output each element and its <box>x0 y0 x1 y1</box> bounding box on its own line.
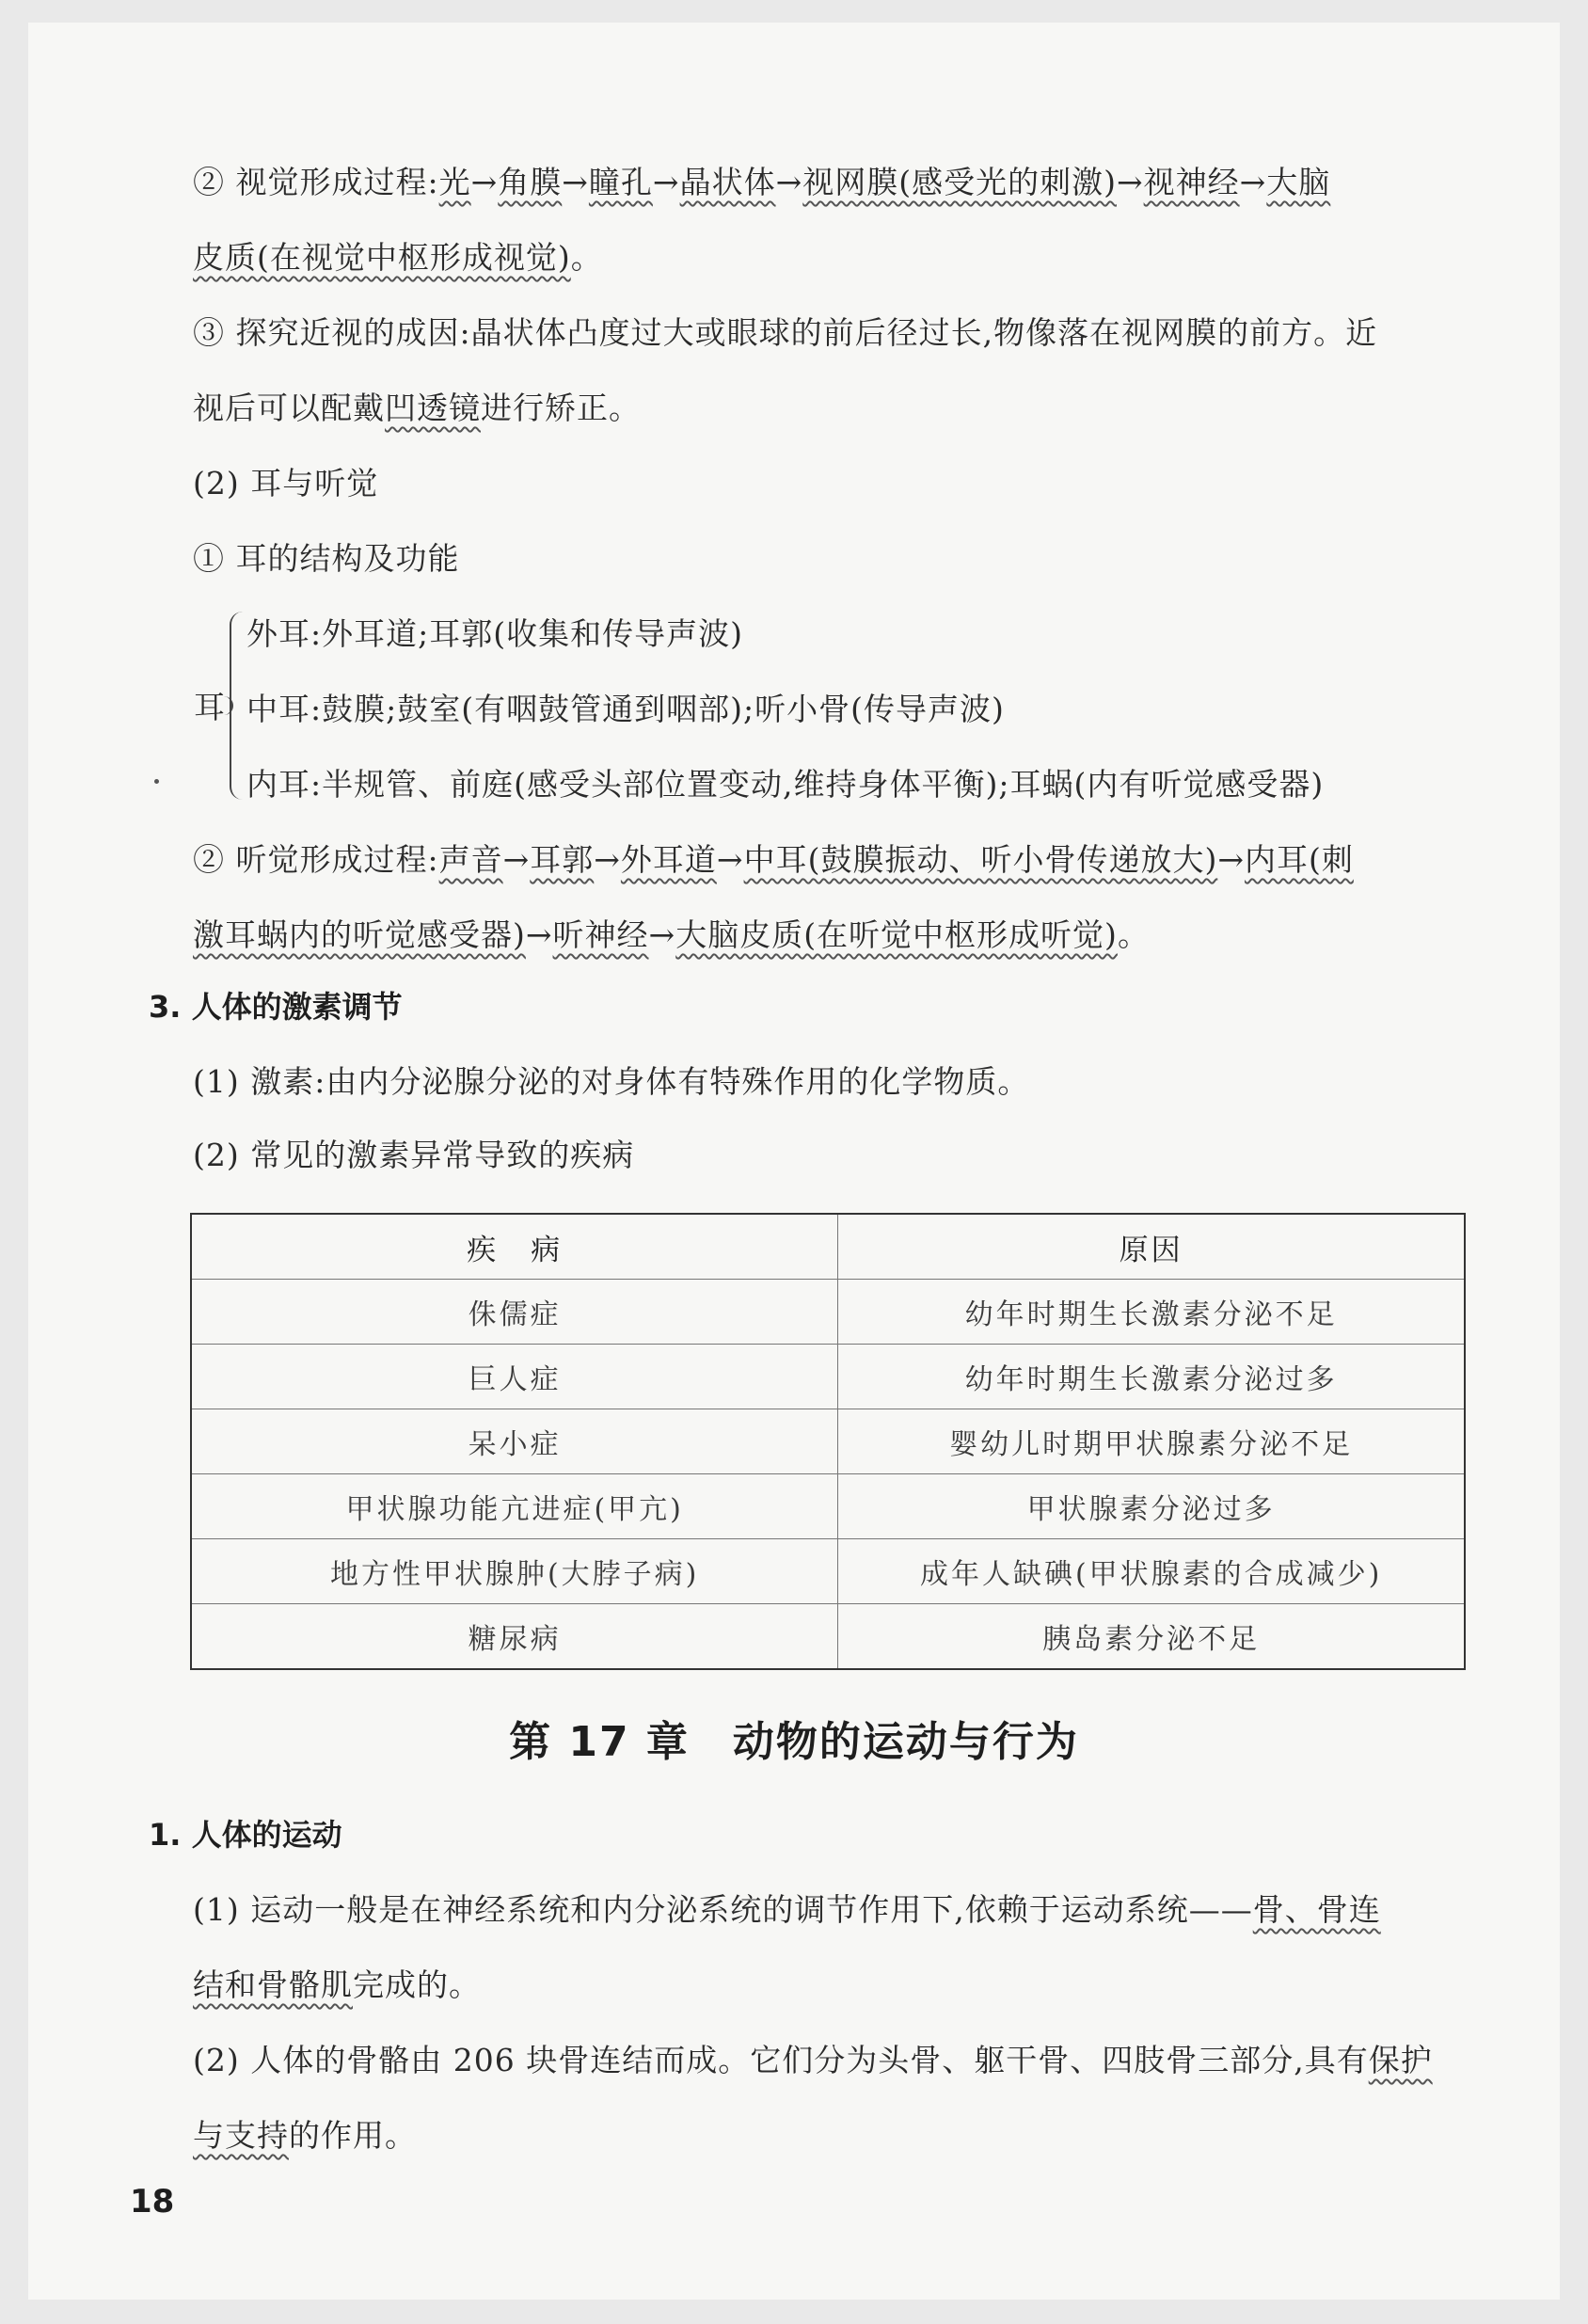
term-visual-cortex: 皮质(在视觉中枢形成视觉) <box>193 239 571 276</box>
cause-cell: 婴幼儿时期甲状腺素分泌不足 <box>838 1409 1465 1474</box>
period: 。 <box>1117 916 1150 953</box>
term-lens: 晶状体 <box>679 164 776 200</box>
page-number: 18 <box>130 2183 175 2221</box>
myopia-text: 视后可以配戴 <box>193 390 385 426</box>
arrow: → <box>502 841 531 878</box>
arrow: → <box>1116 164 1144 200</box>
hearing-process-line-2 <box>193 915 1150 956</box>
disease-cell: 巨人症 <box>191 1345 838 1409</box>
table-row <box>191 1280 1465 1345</box>
skeleton-line-2 <box>193 2115 417 2157</box>
stray-dot <box>154 779 159 784</box>
term-inner-ear: 内耳(刺 <box>1244 841 1354 878</box>
disease-cell: 呆小症 <box>191 1409 838 1474</box>
cause-cell: 幼年时期生长激素分泌过多 <box>838 1345 1465 1409</box>
disease-cell: 甲状腺功能亢进症(甲亢) <box>191 1474 838 1539</box>
term-protect: 保护 <box>1368 2042 1433 2078</box>
section-heading-hormones: 3. 人体的激素调节 <box>149 989 403 1025</box>
term-support: 与支持 <box>193 2117 289 2154</box>
cause-cell: 成年人缺碘(甲状腺素的合成减少) <box>838 1539 1465 1604</box>
myopia-line-1: ③ 探究近视的成因:晶状体凸度过大或眼球的前后径过长,物像落在视网膜的前方。近 <box>193 314 1378 351</box>
cause-cell: 幼年时期生长激素分泌不足 <box>838 1280 1465 1345</box>
arrow: → <box>525 916 553 953</box>
middle-ear-line: 中耳:鼓膜;鼓室(有咽鼓管通到咽部);听小骨(传导声波) <box>246 691 1005 727</box>
table-row <box>191 1539 1465 1604</box>
ear-label: 耳 <box>194 689 226 725</box>
disease-cell: 侏儒症 <box>191 1280 838 1345</box>
vision-process-line-2 <box>193 237 603 279</box>
arrow: → <box>1239 164 1267 200</box>
hormone-disease-table <box>190 1213 1466 1670</box>
cause-cell: 甲状腺素分泌过多 <box>838 1474 1465 1539</box>
table-row <box>191 1474 1465 1539</box>
term-auditory-cortex: 大脑皮质(在听觉中枢形成听觉) <box>675 916 1118 953</box>
hearing-process-line-1 <box>193 839 1354 881</box>
term-bones-joints: 骨、骨连 <box>1252 1891 1381 1928</box>
outer-ear-line: 外耳:外耳道;耳郭(收集和传导声波) <box>246 615 743 652</box>
term-cornea: 角膜 <box>498 164 563 200</box>
term-sound: 声音 <box>438 841 503 878</box>
movement-text: (1) 运动一般是在神经系统和内分泌系统的调节作用下,依赖于运动系统—— <box>193 1891 1253 1928</box>
table-header-row <box>191 1214 1465 1280</box>
ear-structure-heading: ① 耳的结构及功能 <box>193 540 460 577</box>
hormone-diseases-heading: (2) 常见的激素异常导致的疾病 <box>193 1137 635 1173</box>
hormone-definition: (1) 激素:由内分泌腺分泌的对身体有特殊作用的化学物质。 <box>193 1063 1030 1100</box>
chapter-title: 第 17 章 动物的运动与行为 <box>509 1718 1079 1766</box>
vision-process-label: ② 视觉形成过程: <box>193 164 439 200</box>
myopia-line-2 <box>193 388 641 429</box>
arrow: → <box>775 164 803 200</box>
term-pupil: 瞳孔 <box>588 164 653 200</box>
term-retina: 视网膜(感受光的刺激) <box>802 164 1117 200</box>
table-header-cause: 原因 <box>838 1214 1465 1280</box>
arrow: → <box>594 841 621 878</box>
arrow: → <box>652 164 680 200</box>
table-row <box>191 1604 1465 1670</box>
arrow: → <box>716 841 744 878</box>
skeleton-text: (2) 人体的骨骼由 206 块骨连结而成。它们分为头骨、躯干骨、四肢骨三部分,具有 <box>193 2042 1369 2078</box>
arrow: → <box>470 164 499 200</box>
skeleton-line-1 <box>193 2040 1433 2081</box>
term-cochlea-receptor: 激耳蜗内的听觉感受器) <box>193 916 526 953</box>
term-ear-canal: 外耳道 <box>620 841 717 878</box>
table-header-disease: 疾 病 <box>191 1214 838 1280</box>
term-optic-nerve: 视神经 <box>1143 164 1240 200</box>
ear-hearing-heading: (2) 耳与听觉 <box>193 465 379 501</box>
hearing-process-label: ② 听觉形成过程: <box>193 841 439 878</box>
skeleton-text-end: 的作用。 <box>289 2117 417 2154</box>
cause-cell: 胰岛素分泌不足 <box>838 1604 1465 1670</box>
term-auditory-nerve: 听神经 <box>552 916 649 953</box>
term-concave-lens: 凹透镜 <box>385 390 481 426</box>
term-middle-ear: 中耳(鼓膜振动、听小骨传递放大) <box>743 841 1218 878</box>
vision-process-line-1 <box>193 162 1330 203</box>
inner-ear-line: 内耳:半规管、前庭(感受头部位置变动,维持身体平衡);耳蜗(内有听觉感受器) <box>246 766 1325 803</box>
disease-cell: 糖尿病 <box>191 1604 838 1670</box>
table-row <box>191 1409 1465 1474</box>
period: 。 <box>570 239 603 276</box>
movement-line-2 <box>193 1965 481 2006</box>
movement-text-end: 完成的。 <box>353 1966 481 2003</box>
movement-line-1 <box>193 1889 1381 1931</box>
term-auricle: 耳郭 <box>530 841 595 878</box>
section-heading-movement: 1. 人体的运动 <box>149 1817 342 1853</box>
arrow: → <box>562 164 589 200</box>
disease-cell: 地方性甲状腺肿(大脖子病) <box>191 1539 838 1604</box>
myopia-text-end: 进行矫正。 <box>481 390 641 426</box>
term-cerebrum: 大脑 <box>1266 164 1331 200</box>
term-light: 光 <box>438 164 471 200</box>
term-skeletal-muscle: 结和骨骼肌 <box>193 1966 353 2003</box>
table-row <box>191 1345 1465 1409</box>
arrow: → <box>648 916 676 953</box>
arrow: → <box>1217 841 1245 878</box>
